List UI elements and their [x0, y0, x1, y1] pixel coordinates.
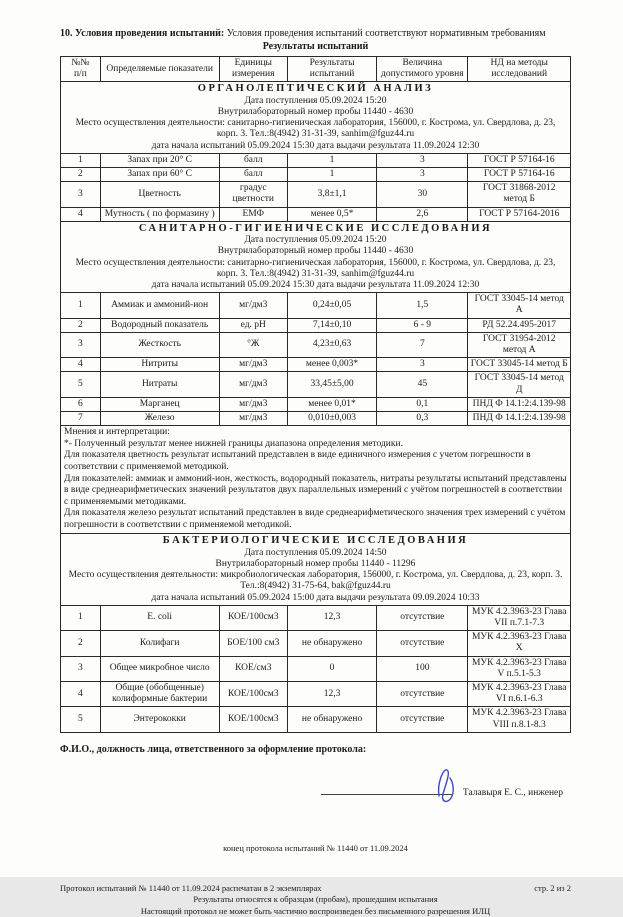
page-footer	[60, 883, 571, 917]
row-nd: ГОСТ 33045-14 метод А	[468, 293, 571, 318]
table-row	[61, 207, 571, 221]
row-limit: 45	[377, 372, 468, 397]
row-limit: 6 - 9	[377, 318, 468, 332]
protocol-end-line: конец протокола испытаний № 11440 от 11.09.2024	[223, 842, 408, 853]
table-header-row	[61, 57, 571, 82]
row-unit: ЕМФ	[219, 207, 287, 221]
row-name: Колифаги	[100, 631, 219, 656]
row-result: 0	[287, 656, 376, 681]
row-nd: РД 52.24.495-2017	[468, 318, 571, 332]
col-header-num-line1: №№	[71, 58, 90, 68]
row-limit: 1,5	[377, 293, 468, 318]
row-result: 0,010±0,003	[287, 412, 376, 426]
organoleptic-location: Место осуществления деятельности: санитарно-гигиеническая лаборатория, 156000, г. Кострома, ул. Свердлова, д. 23, корп. 3. Тел.:8(4942) 31-31-39, sanhim@fguz44.ru	[75, 118, 556, 140]
interpretation-line: Для показателей: аммиак и аммоний-ион, жесткость, водородный показатель, нитраты результаты испытаний представлены в виде среднеарифметических значений результатов двух параллельных измерений с учётом погрешностей в соответствии с применяемыми методиками.	[64, 473, 567, 507]
row-unit: БОЕ/100 см3	[219, 631, 287, 656]
row-num: 7	[61, 412, 101, 426]
row-result: 33,45±5,00	[287, 372, 376, 397]
table-row	[61, 293, 571, 318]
results-title: Результаты испытаний	[262, 41, 369, 52]
row-unit: ед. рН	[219, 318, 287, 332]
bacteriological-lab-number: Внутрилабораторный номер пробы 11440 - 11296	[215, 559, 416, 570]
row-nd: ГОСТ 31954-2012 метод А	[468, 332, 571, 357]
row-limit: 100	[377, 656, 468, 681]
row-num: 4	[61, 358, 101, 372]
row-unit: °Ж	[219, 332, 287, 357]
row-name: Аммиак и аммоний-ион	[100, 293, 219, 318]
row-name: Запах при 20° С	[100, 153, 219, 167]
sanitary-location: Место осуществления деятельности: санитарно-гигиеническая лаборатория, 156000, г. Кострома, ул. Свердлова, д. 23, корп. 3. Тел.:8(4942) 31-31-39, sanhim@fguz44.ru	[75, 257, 556, 279]
row-name: Энтерококки	[100, 707, 219, 732]
row-name: Железо	[100, 412, 219, 426]
section-sanitary	[61, 221, 571, 534]
row-nd: ГОСТ 33045-14 метод Б	[468, 358, 571, 372]
row-nd: ГОСТ 33045-14 метод Д	[468, 372, 571, 397]
sanitary-date-received: Дата поступления 05.09.2024 15:20	[244, 235, 387, 246]
row-result: менее 0,003*	[287, 358, 376, 372]
row-result: 1	[287, 153, 376, 167]
col-header-nd: НД на методы исследований	[468, 57, 571, 82]
page-number: стр. 2 из 2	[534, 882, 571, 893]
section-organoleptic	[61, 82, 571, 221]
row-num: 1	[61, 605, 101, 630]
row-nd: ПНД Ф 14.1:2:4.139-98	[468, 412, 571, 426]
signature-name: Талавыря Е. С., инженер	[462, 787, 563, 798]
col-header-num	[61, 57, 101, 82]
responsible-person-label: Ф.И.О., должность лица, ответственного за оформление протокола:	[60, 743, 367, 755]
row-unit: балл	[219, 168, 287, 182]
table-row	[61, 372, 571, 397]
row-num: 3	[61, 656, 101, 681]
row-nd: МУК 4.2.3963-23 Глава VI п.6.1-6.3	[468, 682, 571, 707]
row-nd: ПНД Ф 14.1:2:4.139-98	[468, 397, 571, 411]
interpretation-line: Для показателя железо результат испытаний представлен в виде среднеарифметического значения трех измерений с учётом погрешности в соответствии с применяемой методикой.	[64, 508, 566, 530]
bacteriological-title: БАКТЕРИОЛОГИЧЕСКИЕ ИССЛЕДОВАНИЯ	[162, 535, 469, 547]
row-num: 1	[61, 153, 101, 167]
row-name: Цветность	[100, 182, 219, 207]
row-unit: КОЕ/100см3	[219, 682, 287, 707]
row-result: 7,14±0,10	[287, 318, 376, 332]
table-row	[61, 182, 571, 207]
row-nd: ГОСТ Р 57164-16	[468, 153, 571, 167]
row-num: 5	[61, 707, 101, 732]
clause-text: Условия проведения испытаний соответствуют нормативным требованиям	[224, 28, 546, 39]
row-unit: мг/дм3	[219, 372, 287, 397]
row-num: 5	[61, 372, 101, 397]
row-unit: КОЕ/100см3	[219, 605, 287, 630]
row-unit: мг/дм3	[219, 412, 287, 426]
row-num: 2	[61, 318, 101, 332]
row-unit: КОЕ/см3	[219, 656, 287, 681]
row-result: 4,23±0,63	[287, 332, 376, 357]
footer-note-1: Результаты относятся к образцам (пробам), прошедшим испытания	[193, 894, 438, 905]
row-name: Общее микробное число	[100, 656, 219, 681]
row-nd: ГОСТ Р 57164-16	[468, 168, 571, 182]
organoleptic-title: ОРГАНОЛЕПТИЧЕСКИЙ АНАЛИЗ	[197, 83, 434, 95]
row-name: Нитриты	[100, 358, 219, 372]
row-name: E. coli	[100, 605, 219, 630]
row-limit: 3	[377, 168, 468, 182]
bacteriological-location: Место осуществления деятельности: микробиологическая лаборатория, 156000, г. Кострома, ул. Свердлова, д. 23, корп. 3. Тел.:8(4942) 31-75-64, bak@fguz44.ru	[68, 570, 563, 592]
row-result: 1	[287, 168, 376, 182]
sanitary-title: САНИТАРНО-ГИГИЕНИЧЕСКИЕ ИССЛЕДОВАНИЯ	[138, 222, 493, 234]
row-num: 4	[61, 682, 101, 707]
row-result: менее 0,5*	[287, 207, 376, 221]
row-nd: МУК 4.2.3963-23 Глава VIII п.8.1-8.3	[468, 707, 571, 732]
table-row	[61, 168, 571, 182]
row-name: Общие (обобщенные) колиформные бактерии	[100, 682, 219, 707]
organoleptic-date-received: Дата поступления 05.09.2024 15:20	[244, 95, 387, 106]
organoleptic-dates: дата начала испытаний 05.09.2024 15:30 дата выдачи результата 11.09.2024 12:30	[151, 140, 480, 151]
organoleptic-lab-number: Внутрилабораторный номер пробы 11440 - 4630	[217, 106, 414, 117]
sanitary-lab-number: Внутрилабораторный номер пробы 11440 - 4630	[217, 246, 414, 257]
row-name: Мутность ( по формазину )	[100, 207, 219, 221]
table-row	[61, 631, 571, 656]
bacteriological-date-received: Дата поступления 05.09.2024 14:50	[244, 547, 387, 558]
table-row	[61, 412, 571, 426]
sanitary-dates: дата начала испытаний 05.09.2024 15:30 дата выдачи результата 11.09.2024 12:30	[151, 280, 480, 290]
row-limit: отсутствие	[377, 605, 468, 630]
row-limit: 0,3	[377, 412, 468, 426]
row-result: 3,8±1,1	[287, 182, 376, 207]
row-limit: 0,1	[377, 397, 468, 411]
bacteriological-header	[61, 534, 571, 605]
row-num: 4	[61, 207, 101, 221]
row-nd: МУК 4.2.3963-23 Глава X	[468, 631, 571, 656]
sanitary-header	[61, 221, 571, 292]
row-unit: мг/дм3	[219, 358, 287, 372]
table-row	[61, 682, 571, 707]
row-unit: мг/дм3	[219, 397, 287, 411]
row-num: 6	[61, 397, 101, 411]
row-num: 2	[61, 168, 101, 182]
row-num: 3	[61, 332, 101, 357]
results-table	[60, 56, 571, 733]
row-num: 1	[61, 293, 101, 318]
row-result: менее 0,01*	[287, 397, 376, 411]
interpretations-block	[61, 426, 571, 534]
table-row	[61, 605, 571, 630]
col-header-name: Определяемые показатели	[100, 57, 219, 82]
row-result: 12,3	[287, 605, 376, 630]
row-name: Нитраты	[100, 372, 219, 397]
col-header-limit: Величина допустимого уровня	[377, 57, 468, 82]
row-unit: градус цветности	[219, 182, 287, 207]
row-nd: МУК 4.2.3963-23 Глава VII п.7.1-7.3	[468, 605, 571, 630]
row-limit: отсутствие	[377, 631, 468, 656]
footer-printed-line: Протокол испытаний № 11440 от 11.09.2024 распечатан в 2 экземплярах	[60, 882, 322, 893]
row-limit: 2,6	[377, 207, 468, 221]
row-unit: балл	[219, 153, 287, 167]
row-num: 3	[61, 182, 101, 207]
row-name: Запах при 60° С	[100, 168, 219, 182]
table-row	[61, 656, 571, 681]
table-row	[61, 153, 571, 167]
row-limit: 3	[377, 153, 468, 167]
table-row	[61, 707, 571, 732]
signature-block	[60, 775, 563, 798]
handwritten-signature-icon	[433, 764, 467, 804]
row-limit: 3	[377, 358, 468, 372]
row-name: Жесткость	[100, 332, 219, 357]
col-header-result: Результаты испытаний	[287, 57, 376, 82]
row-result: 12,3	[287, 682, 376, 707]
row-name: Марганец	[100, 397, 219, 411]
interpretation-line: *- Полученный результат менее нижней границы диапазона определения методики.	[64, 438, 403, 449]
interpretation-line: Для показателя цветность результат испытаний представлен в виде единичного измерения с учетом погрешности в соответствии с применяемой методикой.	[64, 450, 531, 472]
row-nd: ГОСТ 31868-2012 метод Б	[468, 182, 571, 207]
organoleptic-header	[61, 82, 571, 153]
row-result: не обнаружено	[287, 707, 376, 732]
row-num: 2	[61, 631, 101, 656]
clause-label: 10. Условия проведения испытаний:	[60, 28, 225, 39]
row-result: не обнаружено	[287, 631, 376, 656]
row-limit: отсутствие	[377, 682, 468, 707]
row-nd: ГОСТ Р 57164-2016	[468, 207, 571, 221]
interpretations-title: Мнения и интерпретации:	[64, 427, 170, 438]
footer-note-2: Настоящий протокол не может быть частично воспроизведен без письменного разрешения ИЛЦ	[140, 905, 491, 916]
row-limit: 30	[377, 182, 468, 207]
row-result: 0,24±0,05	[287, 293, 376, 318]
table-row	[61, 397, 571, 411]
section-bacteriological	[61, 534, 571, 732]
table-row	[61, 358, 571, 372]
row-limit: 7	[377, 332, 468, 357]
row-name: Водородный показатель	[100, 318, 219, 332]
row-unit: КОЕ/100см3	[219, 707, 287, 732]
col-header-unit: Единицы измерения	[219, 57, 287, 82]
col-header-num-line2: п/п	[73, 69, 87, 80]
row-limit: отсутствие	[377, 707, 468, 732]
clause-heading	[60, 28, 571, 40]
signature-line	[321, 775, 453, 795]
row-nd: МУК 4.2.3963-23 Глава V п.5.1-5.3	[468, 656, 571, 681]
table-row	[61, 318, 571, 332]
table-row	[61, 332, 571, 357]
row-unit: мг/дм3	[219, 293, 287, 318]
bacteriological-dates: дата начала испытаний 05.09.2024 15:00 дата выдачи результата 09.09.2024 10:33	[151, 592, 480, 603]
